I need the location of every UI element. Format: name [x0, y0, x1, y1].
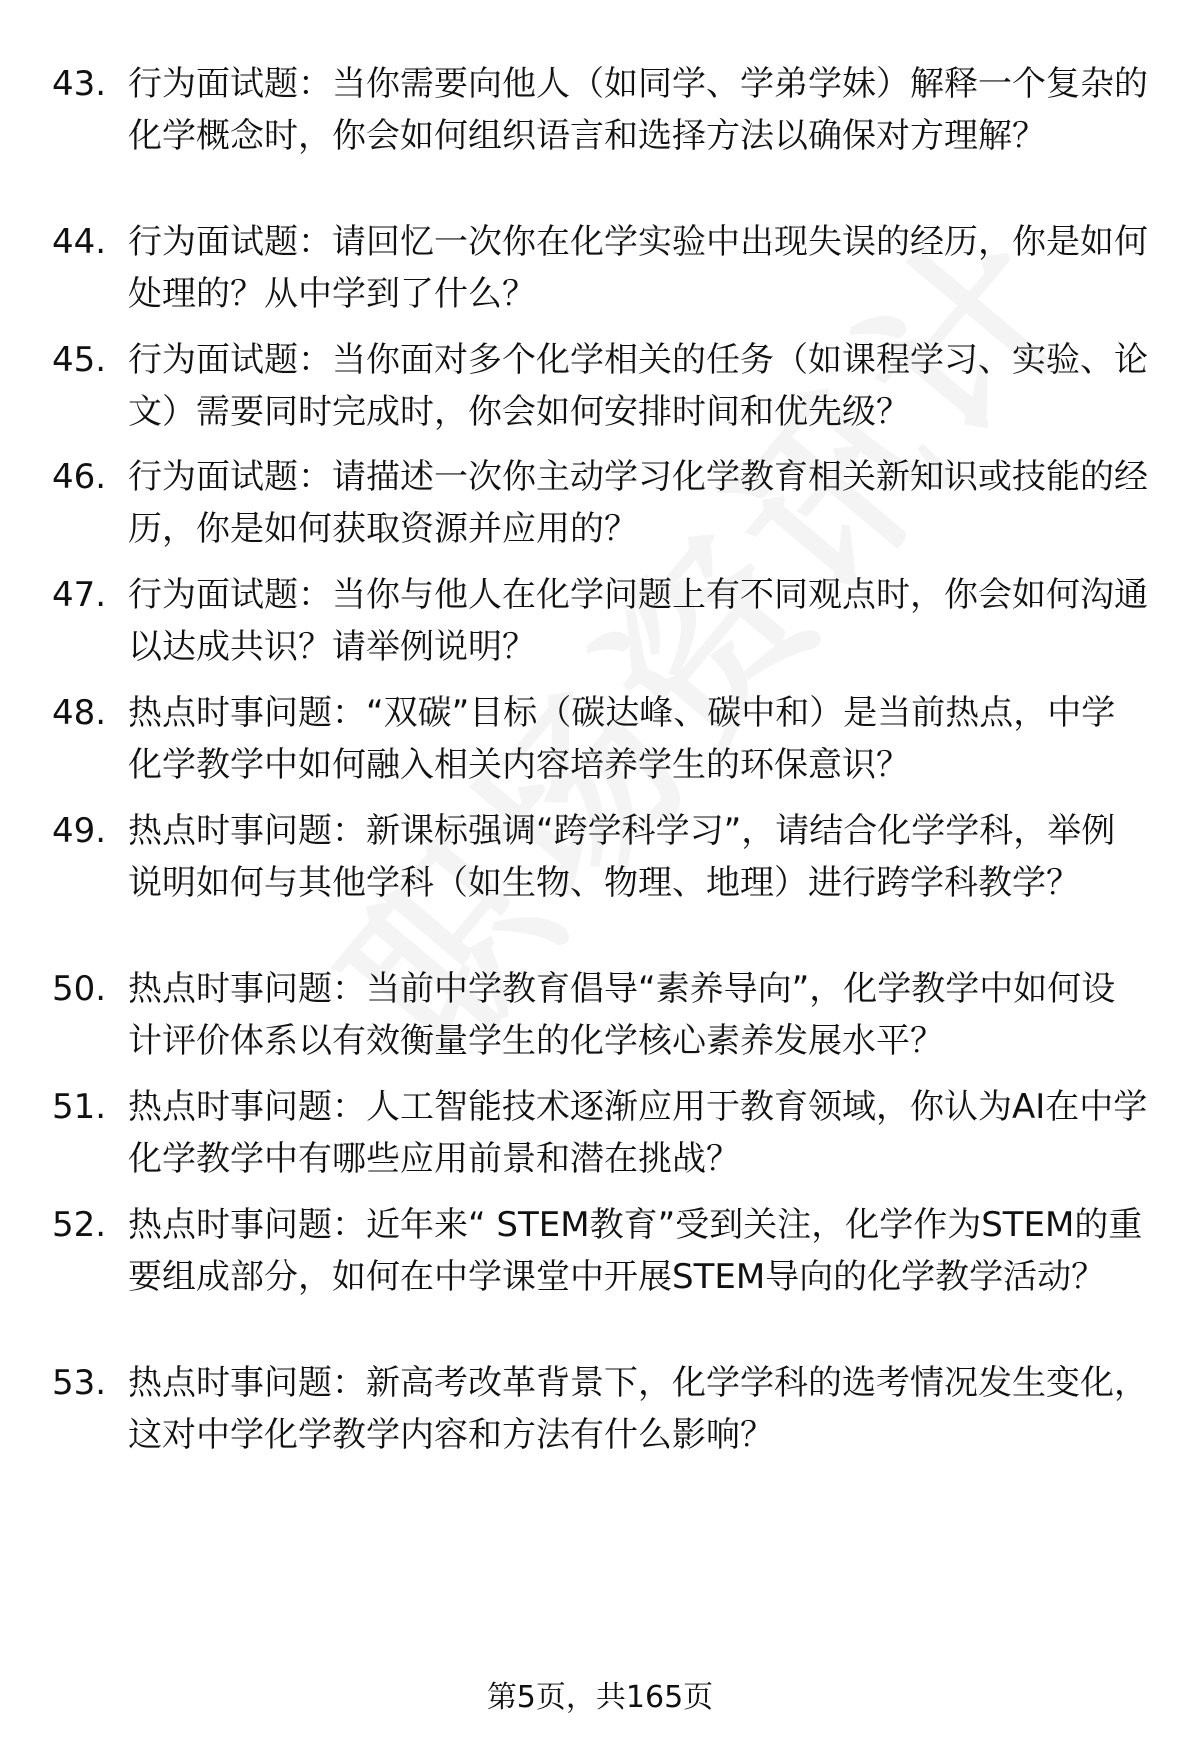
question-number: 50. — [52, 969, 107, 1009]
question-number: 44. — [52, 222, 107, 262]
question-text: 行为面试题：当你与他人在化学问题上有不同观点时，你会如何沟通以达成共识？请举例说明？ — [128, 575, 1148, 667]
question-text: 热点时事问题：当前中学教育倡导“素养导向”，化学教学中如何设计评价体系以有效衡量学生的化学核心素养发展水平？ — [128, 969, 1116, 1061]
question-text: 行为面试题：请描述一次你主动学习化学教育相关新知识或技能的经历，你是如何获取资源并应用的？ — [128, 457, 1148, 549]
question-text: 热点时事问题：“双碳”目标（碳达峰、碳中和）是当前热点，中学化学教学中如何融入相关内容培养学生的环保意识？ — [128, 693, 1116, 785]
question-number: 49. — [52, 811, 107, 851]
question-text: 热点时事问题：新课标强调“跨学科学习”，请结合化学学科，举例说明如何与其他学科（如生物、物理、地理）进行跨学科教学？ — [128, 811, 1116, 903]
question-number: 53. — [52, 1363, 107, 1403]
question-text: 行为面试题：当你需要向他人（如同学、学弟学妹）解释一个复杂的化学概念时，你会如何组织语言和选择方法以确保对方理解？ — [128, 64, 1148, 156]
question-text: 热点时事问题：新高考改革背景下，化学学科的选考情况发生变化，这对中学化学教学内容和方法有什么影响？ — [128, 1363, 1148, 1455]
question-number: 46. — [52, 457, 107, 497]
question-number: 45. — [52, 340, 107, 380]
question-number: 52. — [52, 1205, 107, 1245]
page-number-footer: 第5页，共165页 — [486, 1680, 714, 1715]
question-number: 51. — [52, 1087, 107, 1127]
question-text: 行为面试题：当你面对多个化学相关的任务（如课程学习、实验、论文）需要同时完成时，你会如何安排时间和优先级？ — [128, 340, 1148, 432]
question-text: 行为面试题：请回忆一次你在化学实验中出现失误的经历，你是如何处理的？从中学到了什么？ — [128, 222, 1148, 314]
question-text: 热点时事问题：人工智能技术逐渐应用于教育领域，你认为AI在中学化学教学中有哪些应用前景和潜在挑战？ — [128, 1087, 1148, 1179]
question-number: 48. — [52, 693, 107, 733]
question-number: 43. — [52, 64, 107, 104]
question-number: 47. — [52, 575, 107, 615]
question-text: 热点时事问题：近年来“ STEM教育”受到关注，化学作为STEM的重要组成部分，如何在中学课堂中开展STEM导向的化学教学活动？ — [128, 1205, 1143, 1297]
